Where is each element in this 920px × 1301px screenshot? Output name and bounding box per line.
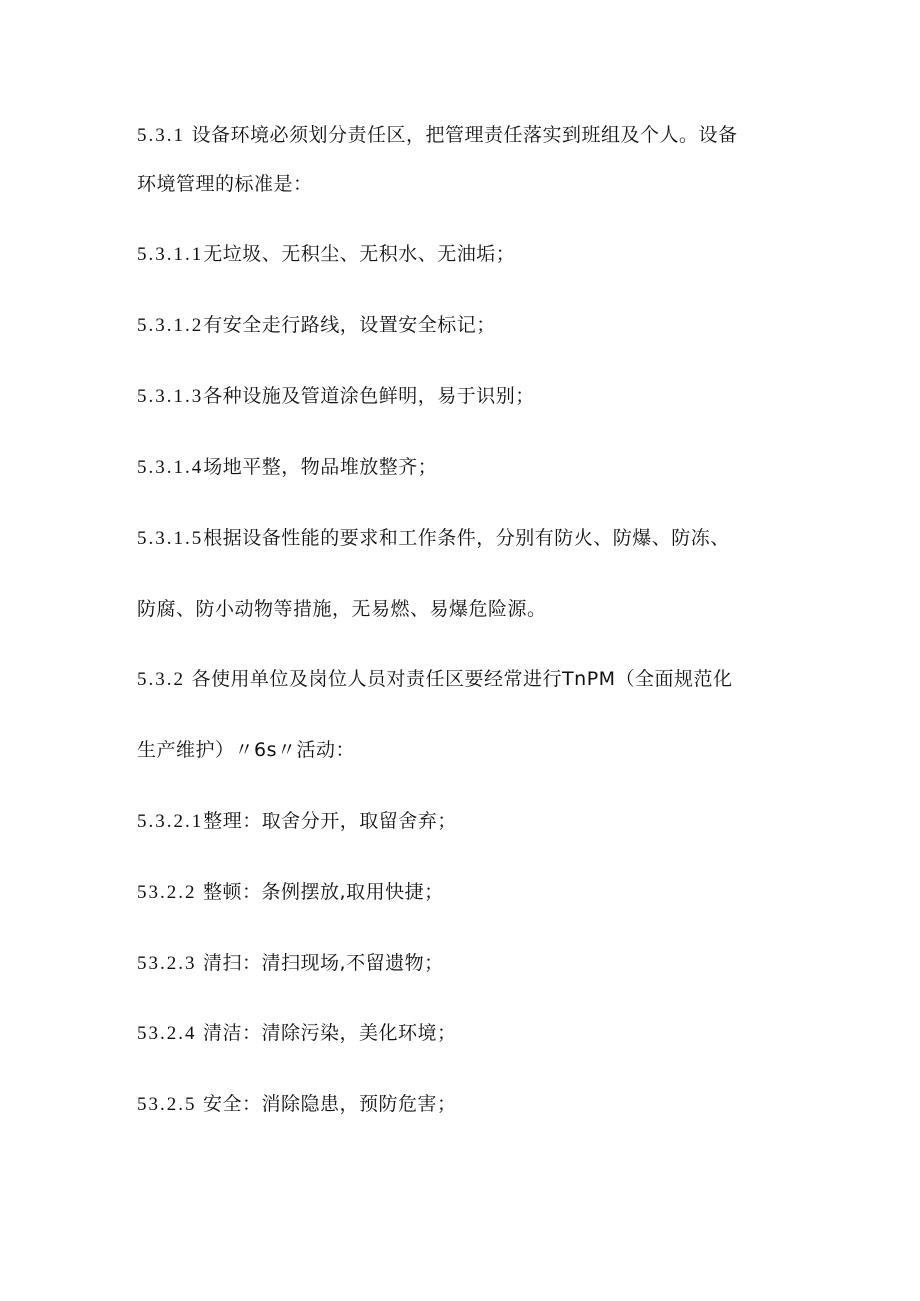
item-text: 整理：取舍分开，取留舍弃； [203, 810, 457, 832]
item-5-3-1-4 [137, 455, 437, 480]
item-5-3-2-5 [137, 1092, 457, 1117]
item-text: 根据设备性能的要求和工作条件，分别有防火、防爆、防冻、 [203, 527, 730, 549]
section-number: 53.2.2 [137, 882, 197, 903]
paragraph-text: 环境管理的标准是： [137, 173, 313, 195]
item-text: 整顿：条例摆放,取用快捷； [196, 881, 444, 903]
item-5-3-2-3 [137, 951, 444, 976]
section-number: 5.3.1.4 [137, 457, 204, 478]
item-text: 各种设施及管道涂色鲜明，易于识别； [203, 385, 535, 407]
paragraph-5-3-1 [137, 123, 738, 148]
section-number: 5.3.1 [137, 125, 185, 146]
item-5-3-2-2 [137, 880, 444, 905]
item-5-3-1-5-continued [137, 597, 547, 621]
section-number: 53.2.4 [137, 1023, 197, 1044]
item-text: 场地平整，物品堆放整齐； [203, 456, 438, 478]
paragraph-5-3-1-continued [137, 172, 313, 196]
item-text: 有安全走行路线，设置安全标记； [203, 314, 496, 336]
item-5-3-2-4 [137, 1021, 457, 1046]
item-5-3-1-5 [137, 526, 730, 551]
paragraph-text: 设备环境必须划分责任区，把管理责任落实到班组及个人。设备 [185, 124, 738, 146]
item-5-3-2-1 [137, 809, 457, 834]
item-text: 清洁：清除污染，美化环境； [196, 1022, 457, 1044]
section-number: 5.3.1.1 [137, 244, 204, 265]
paragraph-text: 各使用单位及岗位人员对责任区要经常进行TnPM（全面规范化 [185, 668, 733, 690]
item-text: 安全：消除隐患，预防危害； [196, 1093, 457, 1115]
section-number: 5.3.2.1 [137, 811, 204, 832]
section-number: 53.2.5 [137, 1094, 197, 1115]
section-number: 53.2.3 [137, 953, 197, 974]
section-number: 5.3.1.3 [137, 386, 204, 407]
item-5-3-1-1 [137, 242, 515, 267]
paragraph-5-3-2 [137, 667, 733, 692]
section-number: 5.3.1.5 [137, 528, 204, 549]
item-5-3-1-3 [137, 384, 535, 409]
paragraph-text: 生产维护）〃6s〃活动： [137, 739, 355, 761]
item-text: 无垃圾、无积尘、无积水、无油垢； [203, 243, 516, 265]
item-text: 防腐、防小动物等措施，无易燃、易爆危险源。 [137, 598, 547, 620]
section-number: 5.3.2 [137, 669, 185, 690]
item-text: 清扫：清扫现场,不留遗物； [196, 952, 444, 974]
section-number: 5.3.1.2 [137, 315, 204, 336]
paragraph-5-3-2-continued [137, 738, 355, 762]
item-5-3-1-2 [137, 313, 496, 338]
